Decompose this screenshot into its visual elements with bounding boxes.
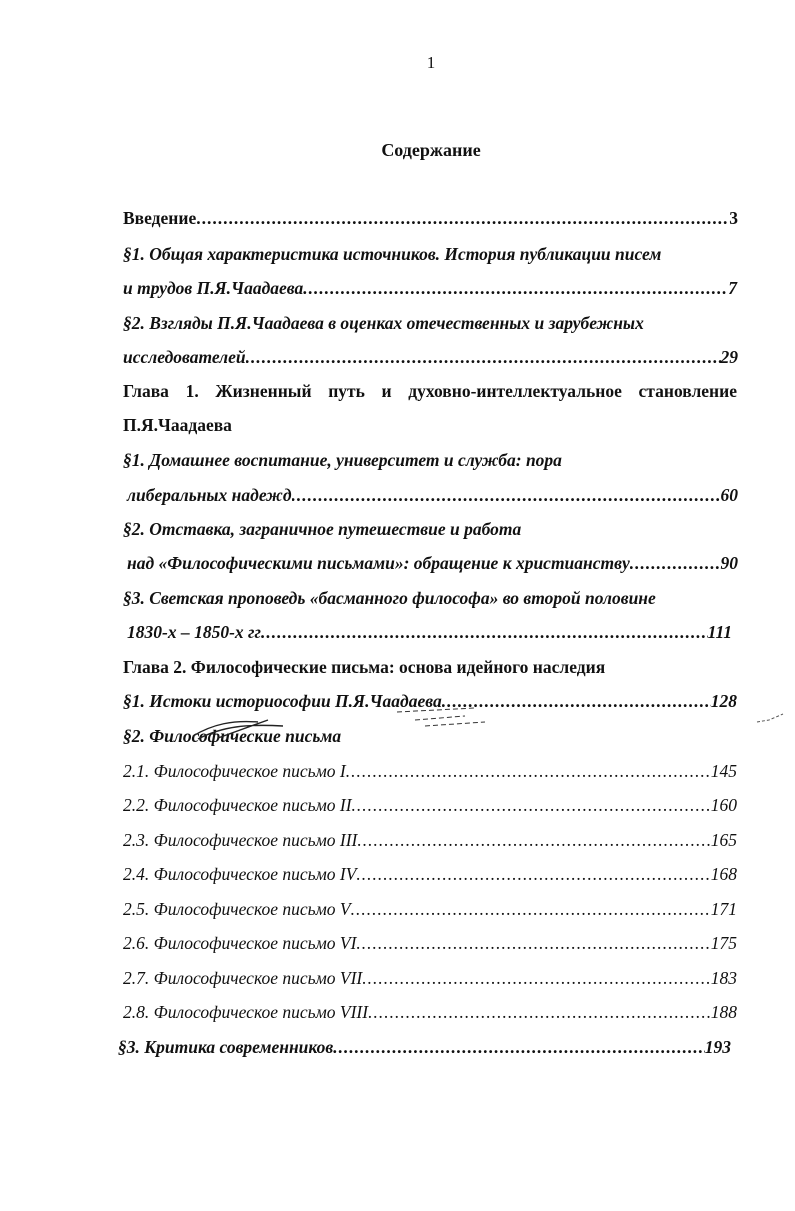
- toc-label: 2.3. Философическое письмо III: [123, 830, 358, 850]
- pen-underline-mark: [395, 702, 515, 730]
- toc-leader-dots: [357, 828, 710, 852]
- toc-entry-ch1-s2: [127, 551, 738, 575]
- toc-leader-dots: [362, 966, 711, 990]
- toc-entry-intro: [123, 206, 738, 230]
- toc-label: 2.1. Философическое письмо I: [123, 761, 346, 781]
- toc-page: 128: [710, 691, 737, 711]
- toc-page: 165: [710, 830, 737, 850]
- toc-page: 183: [710, 968, 737, 988]
- toc-leader-dots: [196, 206, 729, 230]
- toc-leader-dots: [351, 897, 711, 921]
- toc-entry-ch1-s3-line1: §3. Светская проповедь «басманного философа» во второй половине: [123, 588, 656, 608]
- toc-leader-dots: [356, 931, 710, 955]
- toc-leader-dots: [352, 793, 711, 817]
- toc-page: 29: [720, 347, 738, 367]
- toc-entry-letter: [123, 897, 737, 921]
- toc-entry-ch1-s2-line1: §2. Отставка, заграничное путешествие и работа: [123, 519, 522, 539]
- toc-label: 2.4. Философическое письмо IV: [123, 864, 357, 884]
- toc-label: 2.8. Философическое письмо VIII: [123, 1002, 369, 1022]
- toc-page: 60: [720, 485, 738, 505]
- toc-entry-ch1-s1: [127, 483, 738, 507]
- toc-label: над «Философическими письмами»: обращение к христианству: [127, 553, 630, 573]
- toc-label: Введение: [123, 208, 197, 228]
- toc-label: 2.6. Философическое письмо VI: [123, 933, 357, 953]
- toc-page: 7: [728, 278, 737, 298]
- toc-page: 171: [710, 899, 737, 919]
- toc-entry-ch1-s3: [127, 620, 732, 644]
- toc-label: 1830-х – 1850-х гг: [127, 622, 261, 642]
- toc-entry-letter: [123, 931, 737, 955]
- toc-leader-dots: [333, 1035, 705, 1059]
- toc-leader-dots: [368, 1000, 711, 1024]
- toc-leader-dots: [630, 551, 721, 575]
- toc-page: 90: [720, 553, 738, 573]
- page-number: 1: [426, 53, 436, 72]
- toc-label: §1. Истоки историософии П.Я.Чаадаева: [123, 691, 442, 711]
- toc-page: 160: [710, 795, 737, 815]
- chapter1-heading-line1: Глава 1. Жизненный путь и духовно-интеллектуальное становление: [123, 381, 737, 401]
- toc-page: 193: [704, 1037, 731, 1057]
- chapter2-heading: Глава 2. Философические письма: основа идейного наследия: [123, 657, 606, 677]
- toc-entry-intro-s2-line1: §2. Взгляды П.Я.Чаадаева в оценках отечественных и зарубежных: [123, 313, 644, 333]
- toc-entry-letter: [123, 793, 737, 817]
- toc-entry-ch2-s2: §2. Философические письма: [123, 726, 342, 746]
- toc-entry-letter: [123, 828, 737, 852]
- margin-mark: [755, 712, 785, 726]
- toc-label: 2.2. Философическое письмо II: [123, 795, 352, 815]
- toc-page: 145: [710, 761, 737, 781]
- toc-page: 168: [710, 864, 737, 884]
- toc-entry-intro-s1-line1: §1. Общая характеристика источников. История публикации писем: [123, 244, 662, 264]
- toc-entry-letter: [123, 966, 737, 990]
- page-title: Содержание: [381, 140, 481, 160]
- toc-label: и трудов П.Я.Чаадаева: [123, 278, 304, 298]
- toc-label: либеральных надежд: [127, 485, 292, 505]
- toc-entry-letter: [123, 759, 737, 783]
- toc-leader-dots: [303, 276, 728, 300]
- toc-leader-dots: [261, 620, 708, 644]
- toc-entry-letter: [123, 862, 737, 886]
- toc-entry-intro-s1: [123, 276, 737, 300]
- toc-label: 2.5. Философическое письмо V: [123, 899, 351, 919]
- pen-scribble-mark: [188, 714, 308, 744]
- toc-page: 3: [729, 208, 738, 228]
- toc-leader-dots: [246, 345, 721, 369]
- toc-page: 175: [710, 933, 737, 953]
- toc-page: 111: [707, 622, 732, 642]
- toc-leader-dots: [292, 483, 721, 507]
- chapter1-heading-line2: П.Я.Чаадаева: [123, 415, 232, 435]
- toc-entry-intro-s2: [123, 345, 738, 369]
- toc-page: 188: [710, 1002, 737, 1022]
- toc-leader-dots: [346, 759, 711, 783]
- toc-entry-ch2-s3: [118, 1035, 731, 1059]
- toc-entry-ch1-s1-line1: §1. Домашнее воспитание, университет и служба: пора: [123, 450, 562, 470]
- toc-label: 2.7. Философическое письмо VII: [123, 968, 363, 988]
- toc-entry-letter: [123, 1000, 737, 1024]
- toc-label: §3. Критика современников: [118, 1037, 334, 1057]
- toc-leader-dots: [356, 862, 710, 886]
- toc-label: исследователей: [123, 347, 246, 367]
